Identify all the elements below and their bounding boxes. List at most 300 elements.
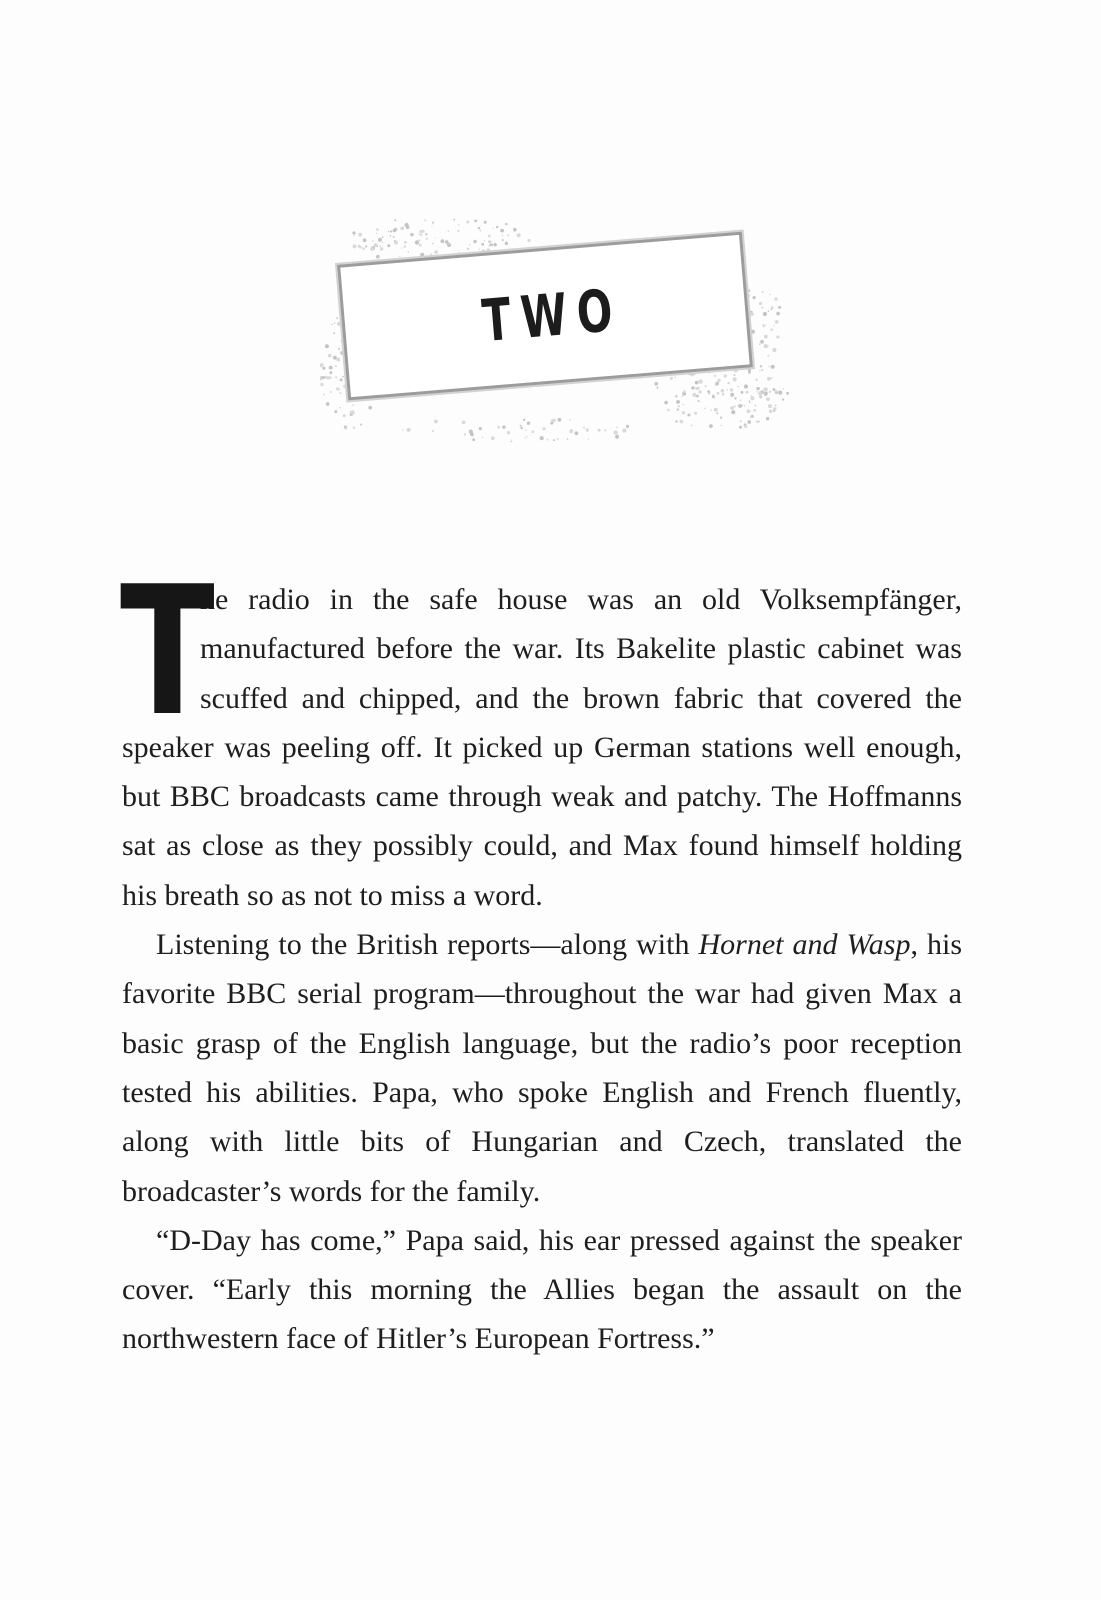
speckle-dot (709, 393, 711, 395)
speckle-dot (382, 236, 384, 238)
chapter-body (120, 548, 962, 1364)
speckle-dot (336, 358, 340, 362)
speckle-dot (731, 410, 735, 414)
paragraph-text: Listening to the British reports—along with (156, 928, 699, 962)
speckle-dot (783, 388, 784, 389)
speckle-dot (379, 246, 380, 247)
speckle-dot (334, 322, 336, 324)
speckle-dot (676, 400, 680, 404)
speckle-dot (654, 382, 658, 386)
paragraph (122, 1216, 962, 1364)
speckle-dot (720, 425, 722, 427)
speckle-dot (692, 393, 696, 397)
speckle-dot (490, 244, 492, 246)
speckle-dot (749, 400, 751, 402)
speckle-dot (336, 387, 339, 390)
speckle-dot (517, 233, 521, 237)
speckle-dot (341, 354, 342, 355)
speckle-dot (748, 420, 752, 424)
speckle-dot (770, 329, 773, 332)
speckle-dot (404, 241, 407, 244)
speckle-dot (335, 365, 337, 367)
speckle-dot (434, 420, 438, 424)
speckle-dot (339, 407, 340, 408)
speckle-dot (445, 240, 449, 244)
speckle-dot (683, 404, 685, 406)
speckle-dot (750, 395, 751, 396)
speckle-dot (526, 436, 528, 438)
speckle-dot (776, 335, 779, 338)
speckle-dot (782, 399, 784, 401)
speckle-dot (419, 239, 421, 241)
speckle-dot (502, 235, 503, 236)
speckle-dot (362, 247, 365, 250)
speckle-dot (721, 389, 725, 393)
speckle-dot (472, 438, 475, 441)
speckle-dot (448, 244, 449, 245)
speckle-dot (478, 249, 480, 251)
speckle-dot (598, 429, 601, 432)
speckle-dot (622, 428, 626, 432)
speckle-dot (551, 419, 554, 422)
speckle-dot (507, 431, 510, 434)
speckle-dot (734, 368, 738, 372)
speckle-dot (525, 437, 526, 438)
speckle-dot (778, 391, 782, 395)
speckle-dot (458, 224, 459, 225)
speckle-dot (323, 394, 325, 396)
speckle-dot (693, 372, 696, 375)
speckle-dot (761, 307, 763, 309)
speckle-dot (507, 234, 509, 236)
speckle-dot (352, 404, 354, 406)
speckle-dot (343, 385, 346, 388)
speckle-dot (656, 387, 658, 389)
speckle-dot (740, 420, 742, 422)
speckle-dot (720, 417, 722, 419)
speckle-dot (343, 414, 346, 417)
speckle-dot (496, 226, 498, 228)
speckle-dot (769, 294, 770, 295)
speckle-dot (393, 236, 395, 238)
speckle-dot (694, 412, 697, 415)
speckle-dot (521, 427, 523, 429)
speckle-dot (491, 436, 495, 440)
speckle-dot (358, 233, 362, 237)
speckle-dot (388, 231, 389, 232)
speckle-dot (764, 344, 768, 348)
speckle-dot (419, 244, 422, 247)
speckle-dot (376, 255, 380, 259)
speckle-dot (448, 230, 450, 232)
speckle-dot (322, 376, 325, 379)
speckle-dot (759, 370, 760, 371)
speckle-dot (340, 378, 343, 381)
speckle-dot (520, 425, 522, 427)
program-title: Hornet and Wasp (698, 928, 911, 962)
speckle-dot (326, 402, 330, 406)
speckle-dot (778, 306, 781, 309)
speckle-dot (714, 375, 716, 377)
speckle-dot (734, 397, 736, 399)
speckle-dot (734, 374, 736, 376)
speckle-dot (687, 414, 690, 417)
speckle-dot (380, 247, 383, 250)
speckle-dot (337, 322, 341, 326)
speckle-dot (543, 427, 546, 430)
speckle-dot (500, 229, 504, 233)
speckle-dot (376, 233, 378, 235)
speckle-dot (353, 427, 355, 429)
speckle-dot (765, 324, 766, 325)
chapter-title: TWO (479, 275, 625, 356)
speckle-dot (523, 419, 525, 421)
speckle-dot (717, 392, 720, 395)
speckle-dot (767, 377, 771, 381)
speckle-dot (727, 389, 728, 390)
speckle-dot (457, 230, 459, 232)
speckle-dot (432, 222, 434, 224)
speckle-dot (510, 441, 512, 443)
speckle-dot (372, 240, 374, 242)
speckle-dot (691, 386, 694, 389)
speckle-dot (432, 243, 433, 244)
speckle-dot (567, 438, 569, 440)
speckle-dot (350, 410, 354, 414)
speckle-dot (759, 344, 760, 345)
speckle-dot (329, 371, 332, 374)
speckle-dot (339, 392, 341, 394)
speckle-dot (766, 417, 769, 420)
speckle-dot (664, 401, 668, 405)
speckle-dot (547, 439, 549, 441)
speckle-dot (378, 238, 382, 242)
speckle-dot (420, 253, 424, 257)
speckle-dot (680, 420, 684, 424)
speckle-dot (712, 395, 714, 397)
speckle-dot (698, 400, 700, 402)
speckle-dot (540, 436, 544, 440)
speckle-dot (734, 405, 736, 407)
speckle-dot (615, 435, 619, 439)
speckle-dot (352, 231, 355, 234)
speckle-dot (497, 426, 500, 429)
speckle-dot (472, 435, 473, 436)
speckle-dot (334, 410, 337, 413)
speckle-dot (430, 254, 432, 256)
speckle-dot (359, 246, 362, 249)
speckle-dot (768, 404, 772, 408)
speckle-dot (432, 430, 434, 432)
speckle-dot (531, 430, 534, 433)
speckle-dot (675, 395, 677, 397)
speckle-dot (525, 429, 527, 431)
speckle-dot (419, 234, 420, 235)
speckle-dot (763, 387, 767, 391)
speckle-dot (360, 424, 362, 426)
speckle-dot (751, 330, 755, 334)
speckle-dot (335, 376, 337, 378)
speckle-dot (738, 386, 740, 388)
speckle-dot (527, 422, 530, 425)
speckle-dot (761, 369, 763, 371)
speckle-dot (767, 392, 768, 393)
speckle-dot (760, 340, 764, 344)
speckle-dot (714, 408, 718, 412)
speckle-dot (426, 238, 428, 240)
speckle-dot (586, 428, 589, 431)
speckle-dot (330, 391, 332, 393)
speckle-dot (773, 407, 776, 410)
speckle-dot (488, 235, 491, 238)
speckle-dot (750, 417, 752, 419)
chapter-heading (320, 200, 790, 450)
speckle-dot (750, 312, 754, 316)
speckle-dot (716, 412, 718, 414)
speckle-dot (697, 388, 699, 390)
speckle-dot (505, 242, 508, 245)
speckle-dot (758, 391, 762, 395)
speckle-dot (527, 239, 530, 242)
speckle-dot (322, 367, 325, 370)
speckle-dot (505, 223, 507, 225)
speckle-dot (502, 239, 505, 242)
speckle-dot (759, 302, 762, 305)
paragraph (120, 548, 962, 920)
speckle-dot (751, 415, 754, 418)
speckle-dot (333, 332, 335, 334)
speckle-dot (387, 244, 390, 247)
speckle-dot (760, 365, 762, 367)
speckle-dot (769, 391, 771, 393)
speckle-dot (737, 405, 739, 407)
speckle-dot (774, 390, 777, 393)
speckle-dot (513, 228, 517, 232)
speckle-dot (571, 429, 574, 432)
speckle-dot (771, 306, 774, 309)
speckle-dot (724, 374, 727, 377)
speckle-dot (394, 219, 396, 221)
speckle-dot (469, 430, 473, 434)
speckle-dot (741, 391, 744, 394)
speckle-dot (762, 291, 764, 293)
speckle-dot (756, 391, 758, 393)
speckle-dot (328, 354, 332, 358)
speckle-dot (746, 391, 749, 394)
speckle-dot (331, 324, 332, 325)
speckle-dot (435, 238, 436, 239)
drop-cap: T (120, 548, 215, 755)
speckle-dot (408, 251, 409, 252)
speckle-dot (774, 297, 777, 300)
speckle-dot (569, 419, 571, 421)
speckle-dot (377, 246, 378, 247)
speckle-dot (453, 219, 455, 221)
speckle-dot (419, 230, 422, 233)
speckle-dot (402, 429, 404, 431)
paragraph-text: , his favorite BBC serial program—throughout the war had given Max a basic grasp of the English language, but the radio’s poor reception tested his abilities. Papa, who spoke English and French fluently, along with little bits of Hungarian and Czech, translated the broadcaster’s words for the family. (122, 928, 962, 1208)
speckle-dot (670, 377, 673, 380)
speckle-dot (772, 348, 776, 352)
speckle-dot (755, 405, 757, 407)
speckle-dot (325, 344, 329, 348)
speckle-dot (353, 235, 354, 236)
speckle-dot (768, 310, 770, 312)
speckle-dot (616, 427, 618, 429)
speckle-dot (739, 426, 742, 429)
paragraph-text: “D-Day has come,” Papa said, his ear pressed against the speaker cover. “Early this morning the Allies began the assault on the northwestern face of Hitler’s European Fortress.” (122, 1223, 962, 1356)
speckle-dot (717, 379, 720, 382)
speckle-dot (744, 425, 747, 428)
speckle-dot (698, 379, 702, 383)
speckle-dot (342, 376, 344, 378)
speckle-dot (511, 439, 512, 440)
speckle-dot (394, 228, 397, 231)
speckle-dot (626, 425, 629, 428)
speckle-dot (775, 405, 777, 407)
speckle-dot (394, 241, 398, 245)
speckle-dot (329, 366, 333, 370)
speckle-dot (678, 405, 680, 407)
speckle-dot (748, 371, 751, 374)
speckle-dot (333, 356, 337, 360)
speckle-dot (404, 245, 406, 247)
speckle-dot (353, 244, 357, 248)
speckle-dot (345, 427, 348, 430)
speckle-dot (614, 430, 618, 434)
speckle-dot (363, 238, 367, 242)
speckle-dot (550, 422, 553, 425)
speckle-dot (773, 325, 774, 326)
speckle-dot (758, 421, 760, 423)
speckle-dot (764, 335, 768, 339)
speckle-dot (728, 382, 730, 384)
speckle-dot (488, 240, 491, 243)
speckle-dot (763, 312, 767, 316)
speckle-dot (730, 406, 734, 410)
speckle-dot (420, 234, 422, 236)
speckle-dot (484, 221, 487, 224)
speckle-dot (604, 429, 606, 431)
speckle-dot (683, 390, 686, 393)
speckle-dot (753, 296, 756, 299)
speckle-dot (462, 421, 466, 425)
speckle-dot (749, 401, 751, 403)
paragraph (122, 920, 962, 1216)
speckle-dot (704, 408, 706, 410)
speckle-dot (473, 240, 476, 243)
speckle-dot (708, 372, 710, 374)
speckle-dot (722, 393, 725, 396)
speckle-dot (775, 320, 779, 324)
speckle-dot (767, 355, 769, 357)
speckle-dot (441, 239, 445, 243)
speckle-dot (320, 383, 323, 386)
speckle-dot (710, 410, 711, 411)
speckle-dot (575, 431, 579, 435)
speckle-dot (425, 233, 428, 236)
speckle-dot (715, 384, 716, 385)
speckle-dot (750, 396, 754, 400)
speckle-dot (748, 290, 750, 292)
speckle-dot (730, 393, 734, 397)
speckle-dot (467, 248, 470, 251)
speckle-dot (325, 376, 328, 379)
speckle-dot (691, 424, 693, 426)
speckle-dot (667, 409, 670, 412)
speckle-dot (336, 317, 338, 319)
speckle-dot (730, 388, 733, 391)
speckle-dot (740, 399, 742, 401)
speckle-dot (474, 220, 477, 223)
speckle-dot (553, 439, 555, 441)
speckle-dot (756, 387, 759, 390)
speckle-dot (368, 406, 372, 410)
speckle-dot (399, 256, 400, 257)
speckle-dot (370, 247, 374, 251)
speckle-dot (320, 363, 324, 367)
speckle-dot (769, 410, 773, 414)
speckle-dot (481, 243, 484, 246)
speckle-dot (583, 427, 585, 429)
speckle-dot (682, 396, 683, 397)
speckle-dot (557, 438, 559, 440)
speckle-dot (479, 427, 482, 430)
speckle-dot (464, 433, 466, 435)
speckle-dot (382, 242, 383, 243)
speckle-dot (682, 411, 685, 414)
speckle-dot (696, 395, 699, 398)
speckle-dot (699, 390, 702, 393)
speckle-dot (766, 397, 770, 401)
speckle-dot (588, 439, 589, 440)
paragraph-text: he radio in the safe house was an old Volksempfänger, manufactured before the war. Its Bakelite plastic cabinet was scuffed and chipped, and the brown fabric that covered the speaker was peeling off. It picked up German stations well enough, but BBC broadcasts came through weak and patchy. The Hoffmanns sat as close as they possibly could, and Max found himself holding his breath so as not to miss a word. (122, 583, 962, 912)
speckle-dot (733, 377, 737, 381)
speckle-dot (744, 405, 746, 407)
speckle-dot (469, 244, 471, 246)
speckle-dot (771, 365, 775, 369)
speckle-dot (482, 437, 484, 439)
speckle-dot (776, 312, 780, 316)
speckle-dot (768, 366, 769, 367)
speckle-dot (675, 420, 677, 422)
speckle-dot (493, 228, 494, 229)
speckle-dot (410, 233, 413, 236)
speckle-dot (415, 240, 419, 244)
speckle-dot (424, 219, 426, 221)
speckle-dot (466, 221, 469, 224)
speckle-dot (401, 247, 402, 248)
speckle-dot (459, 252, 460, 253)
speckle-dot (705, 385, 707, 387)
speckle-dot (756, 420, 759, 423)
speckle-dot (675, 377, 677, 379)
speckle-dot (744, 384, 748, 388)
speckle-dot (747, 409, 751, 413)
speckle-dot (484, 240, 486, 242)
speckle-dot (390, 230, 392, 232)
speckle-dot (400, 226, 404, 230)
speckle-dot (756, 379, 758, 381)
speckle-dot (695, 381, 699, 385)
speckle-dot (753, 409, 756, 412)
speckle-dot (434, 250, 438, 254)
speckle-dot (494, 243, 497, 246)
speckle-dot (406, 225, 410, 229)
speckle-dot (677, 408, 679, 410)
speckle-dot (479, 230, 481, 232)
speckle-dot (786, 392, 789, 395)
